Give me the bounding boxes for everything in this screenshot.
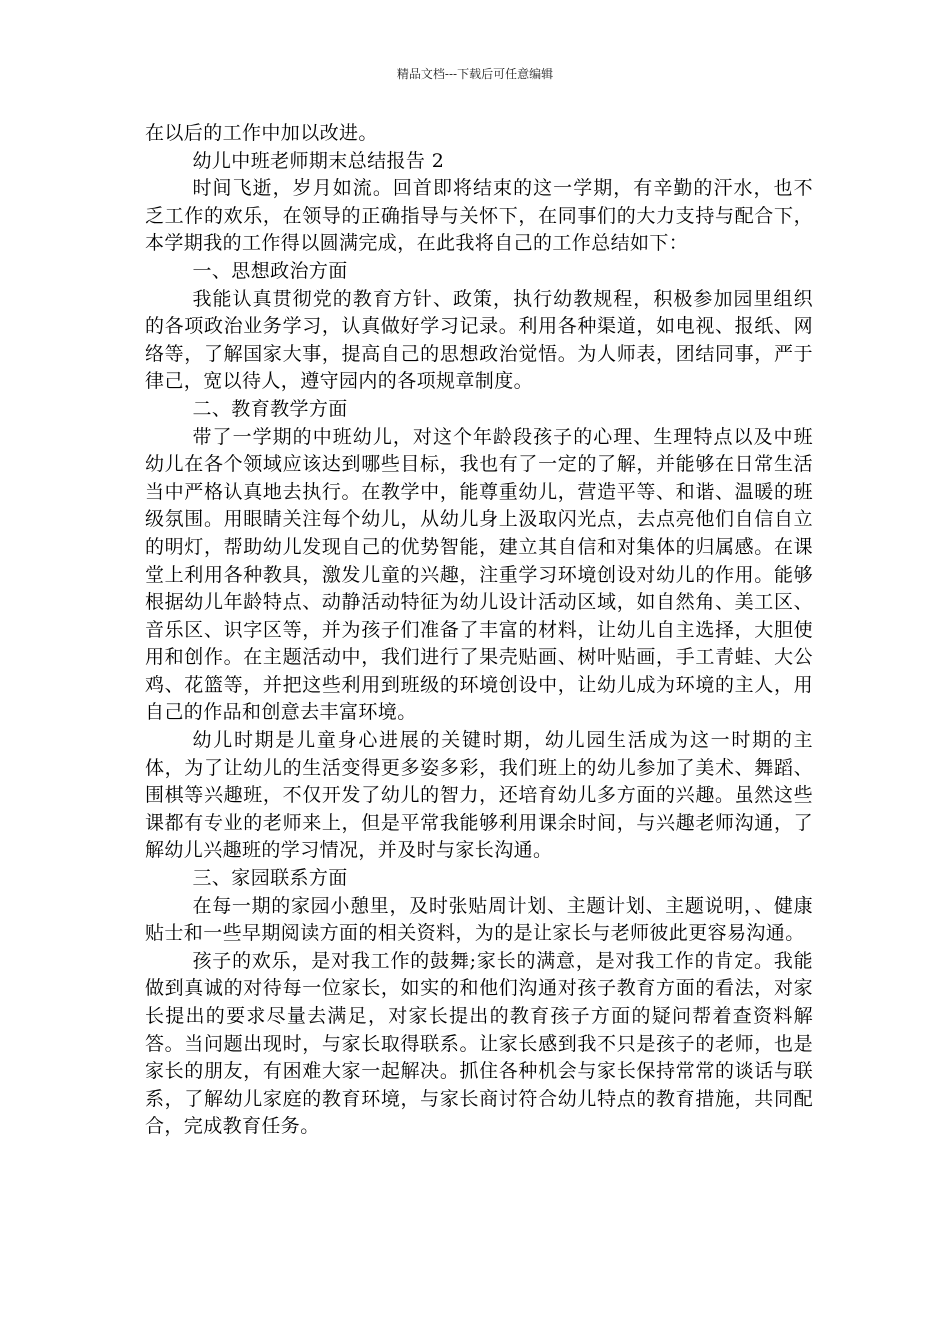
paragraph-home-school-board: 在每一期的家园小憩里，及时张贴周计划、主题计划、主题说明，、健康贴士和一些早期阅读方面的相关资料，为的是让家长与老师彼此更容易沟通。	[145, 894, 813, 945]
report-title: 幼儿中班老师期末总结报告 2	[192, 149, 445, 172]
section-heading-home-school: 三、家园联系方面	[192, 867, 348, 890]
paragraph-teaching: 带了一学期的中班幼儿，对这个年龄段孩子的心理、生理特点以及中班幼儿在各个领域应该达到哪些目标，我也有了一定的了解，并能够在日常生活当中严格认真地去执行。在教学中，能尊重幼儿，营造平等、和谐、温暖的班级氛围。用眼睛关注每个幼儿，从幼儿身上汲取闪光点，去点亮他们自信自立的明灯，帮助幼儿发现自己的优势智能，建立其自信和对集体的归属感。在课堂上利用各种教具，激发儿童的兴趣，注重学习环境创设对幼儿的作用。能够根据幼儿年龄特点、动静活动特征为幼儿设计活动区域，如自然角、美工区、音乐区、识字区等，并为孩子们准备了丰富的材料，让幼儿自主选择，大胆使用和创作。在主题活动中，我们进行了果壳贴画、树叶贴画，手工青蛙、大公鸡、花篮等，并把这些利用到班级的环境创设中，让幼儿成为环境的主人，用自己的作品和创意去丰富环境。	[145, 425, 813, 724]
section-heading-teaching: 二、教育教学方面	[192, 397, 348, 420]
paragraph-interest-classes: 幼儿时期是儿童身心进展的关键时期，幼儿园生活成为这一时期的主体，为了让幼儿的生活变得更多姿多彩，我们班上的幼儿参加了美术、舞蹈、围棋等兴趣班，不仅开发了幼儿的智力，还培育幼儿多方面的兴趣。虽然这些课都有专业的老师来上，但是平常我能够利用课余时间，与兴趣老师沟通，了解幼儿兴趣班的学习情况，并及时与家长沟通。	[145, 729, 813, 862]
paragraph-continuation: 在以后的工作中加以改进。	[145, 122, 378, 144]
paragraph-politics: 我能认真贯彻党的教育方针、政策，执行幼教规程，积极参加园里组织的各项政治业务学习，认真做好学习记录。利用各种渠道，如电视、报纸、网络等，了解国家大事，提高自己的思想政治觉悟。为人师表，团结同事，严于律己，宽以待人，遵守园内的各项规章制度。	[145, 287, 813, 393]
paragraph-intro: 时间飞逝，岁月如流。回首即将结束的这一学期，有辛勤的汗水，也不乏工作的欢乐，在领导的正确指导与关怀下，在同事们的大力支持与配合下，本学期我的工作得以圆满完成，在此我将自己的工作总结如下：	[145, 177, 813, 255]
page-header: 精品文档---下载后可任意编辑	[396, 67, 554, 81]
document-body	[145, 120, 813, 1141]
paragraph-parents: 孩子的欢乐，是对我工作的鼓舞;家长的满意，是对我工作的肯定。我能做到真诚的对待每一位家长，如实的和他们沟通对孩子教育方面的看法，对家长提出的要求尽量去满足，对家长提出的教育孩子方面的疑问帮着查资料解答。当问题出现时，与家长取得联系。让家长感到我不只是孩子的老师，也是家长的朋友，有困难大家一起解决。抓住各种机会与家长保持常常的谈话与联系，了解幼儿家庭的教育环境，与家长商讨符合幼儿特点的教育措施，共同配合，完成教育任务。	[145, 949, 813, 1138]
section-heading-politics: 一、思想政治方面	[192, 259, 348, 282]
